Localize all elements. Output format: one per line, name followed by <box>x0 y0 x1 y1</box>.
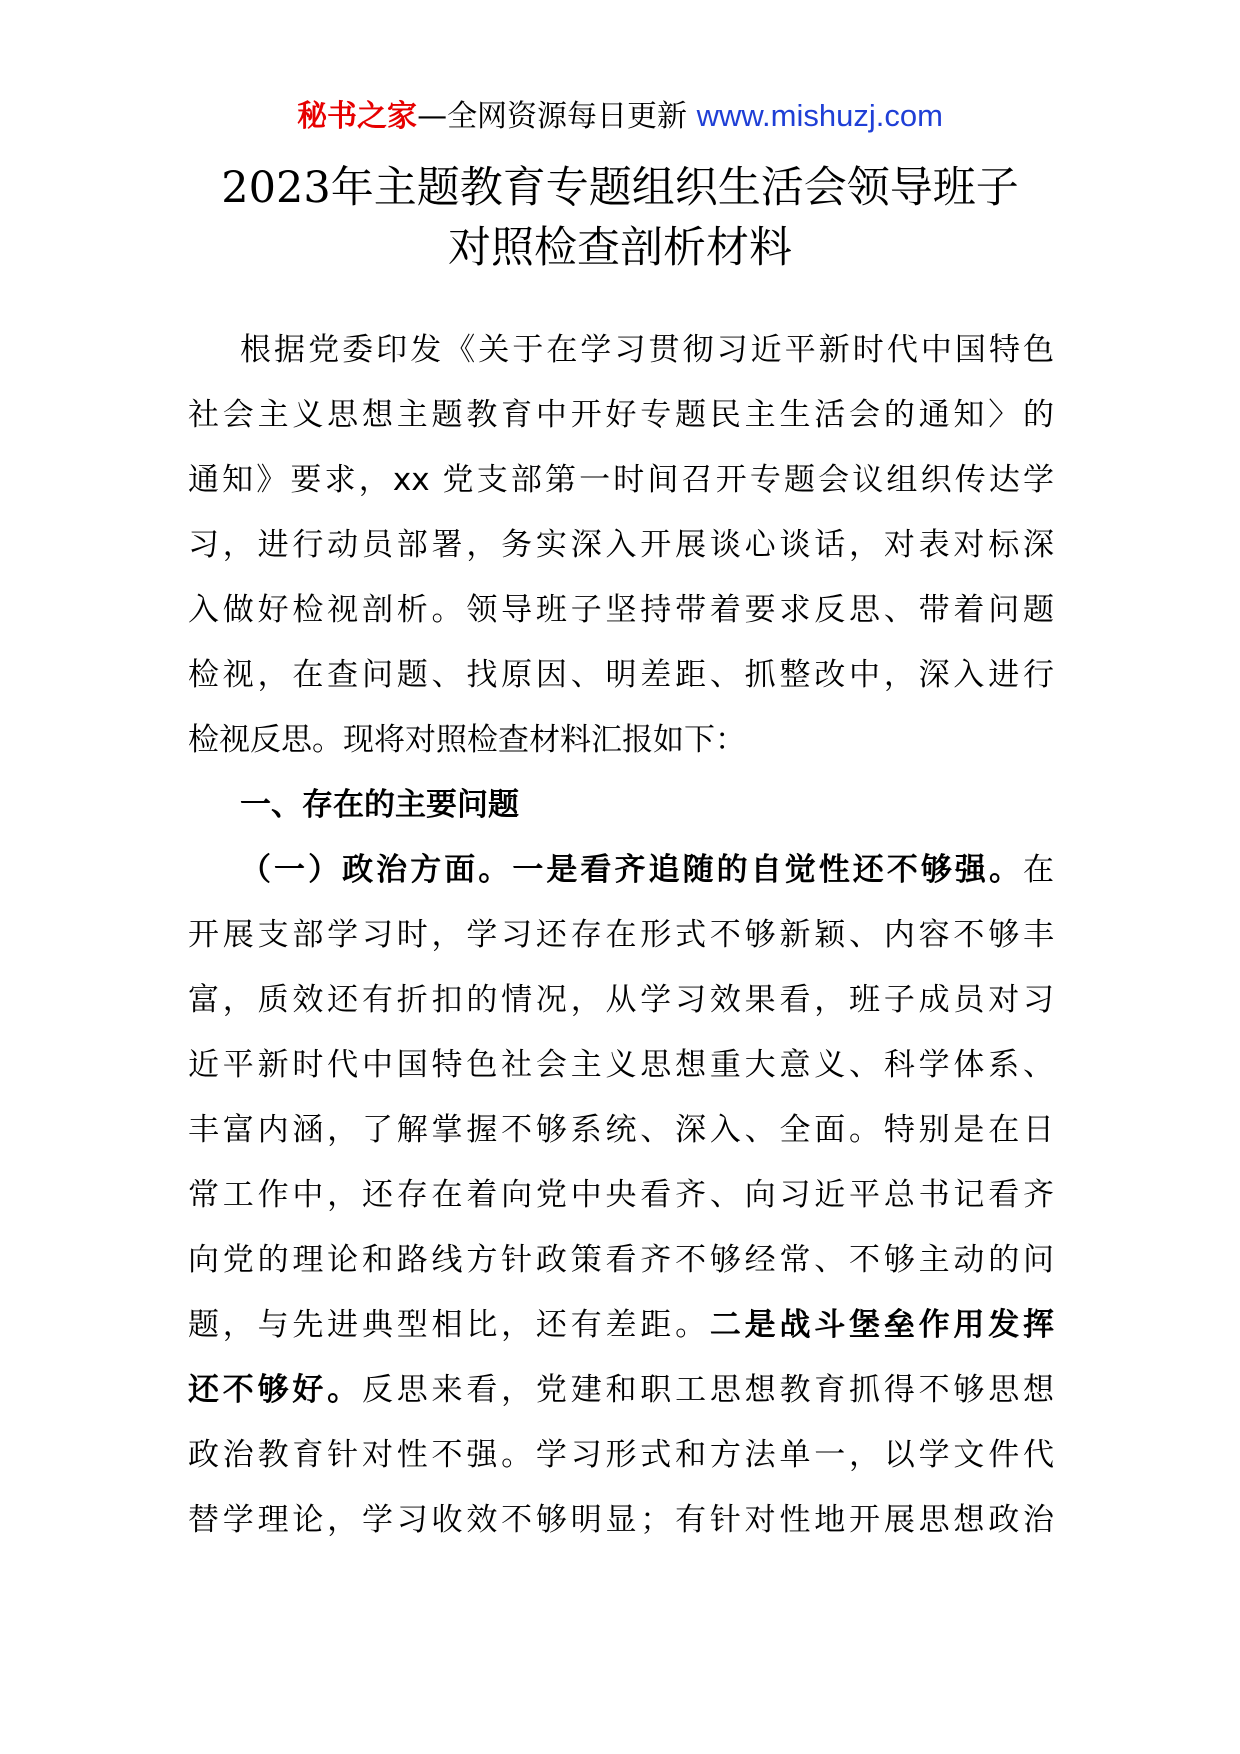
paragraph-line: 根据党委印发《关于在学习贯彻习近平新时代中国特色 <box>240 332 1054 368</box>
paragraph-line: 富，质效还有折扣的情况，从学习效果看，班子成员对习 <box>188 982 1054 1018</box>
paragraph-line: 向党的理论和路线方针政策看齐不够经常、不够主动的问 <box>188 1242 1054 1278</box>
point-bold: 二是战斗堡垒作用发挥 <box>709 1307 1054 1343</box>
site-url[interactable]: www.mishuzj.com <box>696 98 943 133</box>
paragraph-line: 社会主义思想主题教育中开好专题民主生活会的通知〉的 <box>188 397 1054 433</box>
point-bold: 还不够好。 <box>188 1372 362 1408</box>
paragraph-line: 检视，在查问题、找原因、明差距、抓整改中，深入进行 <box>188 657 1054 693</box>
title-line-2: 对照检查剖析材料 <box>448 223 792 273</box>
paragraph-text: 题，与先进典型相比，还有差距。 <box>188 1307 710 1343</box>
brand-name: 秘书之家 <box>297 99 418 134</box>
paragraph-line: 开展支部学习时，学习还存在形式不够新颖、内容不够丰 <box>188 917 1054 953</box>
paragraph-line <box>188 1293 1054 1358</box>
title-line-1 <box>150 158 1090 218</box>
paragraph-line: 通知》要求，xx 党支部第一时间召开专题会议组织传达学 <box>188 462 1054 498</box>
site-header <box>0 96 1240 137</box>
paragraph-line: 政治教育针对性不强。学习形式和方法单一，以学文件代 <box>188 1437 1054 1473</box>
section-heading: 一、存在的主要问题 <box>240 787 519 823</box>
paragraph-line: 常工作中，还存在着向党中央看齐、向习近平总书记看齐 <box>188 1177 1054 1213</box>
paragraph-line <box>188 1358 1054 1423</box>
document-body <box>188 318 1054 1553</box>
title-year: 2023 <box>221 163 331 213</box>
paragraph-line: 近平新时代中国特色社会主义思想重大意义、科学体系、 <box>188 1047 1054 1083</box>
header-tagline: —全网资源每日更新 <box>417 99 697 134</box>
paragraph-line: 习，进行动员部署，务实深入开展谈心谈话，对表对标深 <box>188 527 1054 563</box>
paragraph-line: 替学理论，学习收效不够明显；有针对性地开展思想政治 <box>188 1502 1054 1538</box>
title-line-1-text: 年主题教育专题组织生活会领导班子 <box>330 163 1019 213</box>
paragraph-text: 在 <box>1023 852 1054 888</box>
paragraph-text: 反思来看，党建和职工思想教育抓得不够思想 <box>361 1372 1055 1408</box>
paragraph-line: 丰富内涵，了解掌握不够系统、深入、全面。特别是在日 <box>188 1112 1054 1148</box>
subheading-bold: （一）政治方面。一是看齐追随的自觉性还不够强。 <box>240 852 1023 888</box>
paragraph-line <box>188 838 1054 903</box>
document-title <box>150 158 1090 278</box>
paragraph-line: 入做好检视剖析。领导班子坚持带着要求反思、带着问题 <box>188 592 1054 628</box>
paragraph-line: 检视反思。现将对照检查材料汇报如下： <box>188 722 746 758</box>
